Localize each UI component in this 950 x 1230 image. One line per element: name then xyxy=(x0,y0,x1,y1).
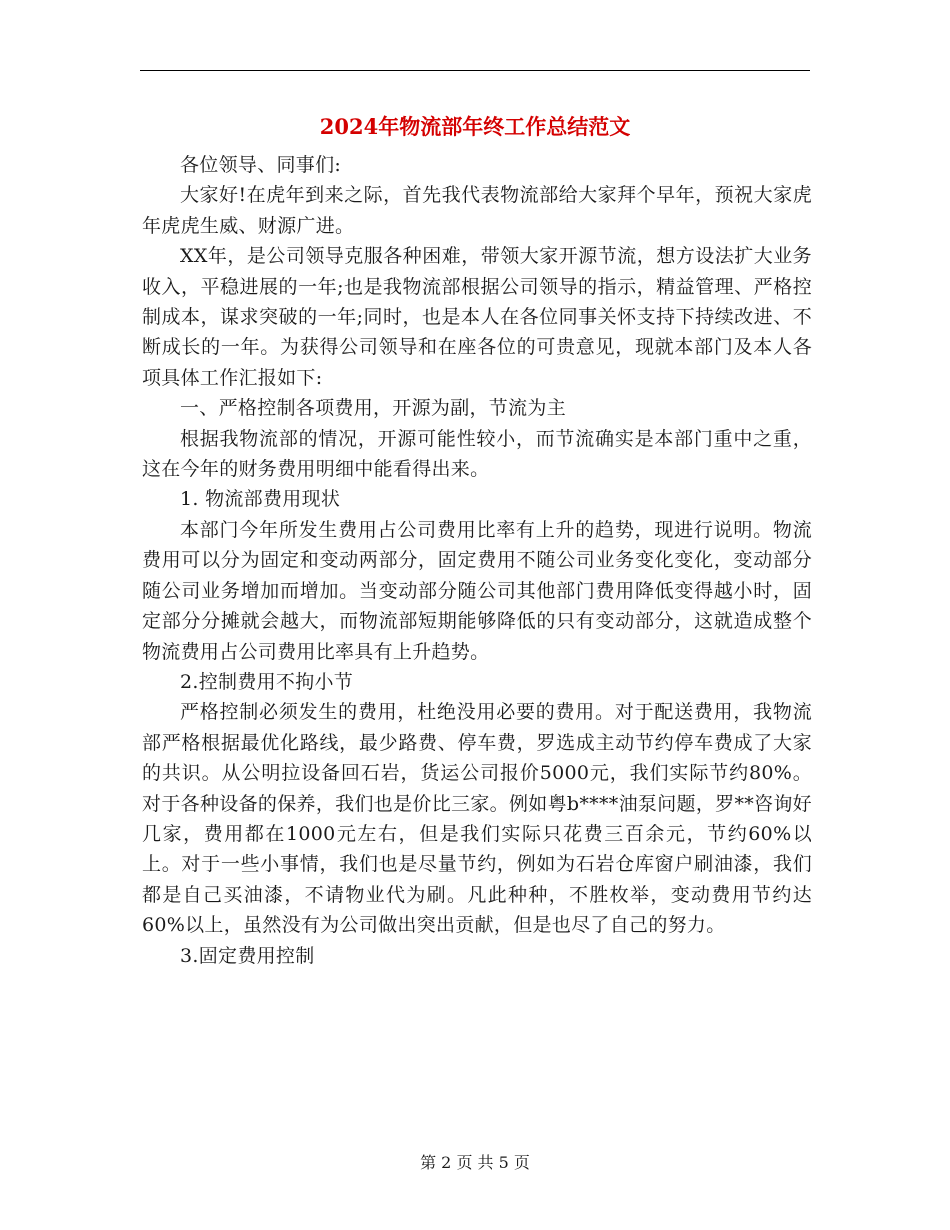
paragraph-salutation: 各位领导、同事们: xyxy=(180,154,342,176)
page-footer xyxy=(0,1152,950,1174)
section-heading-cost-control: 一、严格控制各项费用，开源为副，节流为主 xyxy=(180,397,567,420)
subheading-cost-status: 1. 物流部费用现状 xyxy=(180,488,341,511)
header-rule xyxy=(140,70,810,71)
subheading-fixed-cost: 3.固定费用控制 xyxy=(180,944,315,967)
paragraph-cost-details: 严格控制必须发生的费用，杜绝没用必要的费用。对于配送费用，我物流部严格根据最优化路线，最少路费、停车费，罗选成主动节约停车费成了大家的共识。从公明拉设备回石岩，货运公司报价5000元，我们实际节约80%。对于各种设备的保养，我们也是价比三家。例如粤b****油泵问题，罗**咨询好几家，费用都在1000元左右，但是我们实际只花费三百余元，节约60%以上。对于一些小事情，我们也是尽量节约，例如为石岩仓库窗户刷油漆，我们都是自己买油漆，不请物业代为刷。凡此种种，不胜枚举，变动费用节约达60%以上，虽然没有为公司做出突出贡献，但是也尽了自己的努力。 xyxy=(142,701,812,937)
paragraph-greeting: 大家好!在虎年到来之际，首先我代表物流部给大家拜个早年，预祝大家虎年虎虎生威、财源广进。 xyxy=(142,184,812,237)
document-title: 2024年物流部年终工作总结范文 xyxy=(319,114,631,139)
paragraph-year-review: XX年，是公司领导克服各种困难，带领大家开源节流，想方设法扩大业务收入，平稳进展的一年;也是我物流部根据公司领导的指示，精益管理、严格控制成本，谋求突破的一年;同时，也是本人在各位同事关怀支持下持续改进、不断成长的一年。为获得公司领导和在座各位的可贵意见，现就本部门及本人各项具体工作汇报如下: xyxy=(142,245,812,389)
paragraph-cost-situation: 根据我物流部的情况，开源可能性较小，而节流确实是本部门重中之重，这在今年的财务费用明细中能看得出来。 xyxy=(142,427,812,481)
paragraph-cost-status: 本部门今年所发生费用占公司费用比率有上升的趋势，现进行说明。物流费用可以分为固定和变动两部分，固定费用不随公司业务变化变化，变动部分随公司业务增加而增加。当变动部分随公司其他部门费用降低变得越小时，固定部分分摊就会越大，而物流部短期能够降低的只有变动部分，这就造成整个物流费用占公司费用比率具有上升趋势。 xyxy=(142,518,812,663)
document-body xyxy=(142,150,812,971)
subheading-cost-details: 2.控制费用不拘小节 xyxy=(180,670,354,693)
page-number: 第 2 页 共 5 页 xyxy=(420,1153,530,1172)
